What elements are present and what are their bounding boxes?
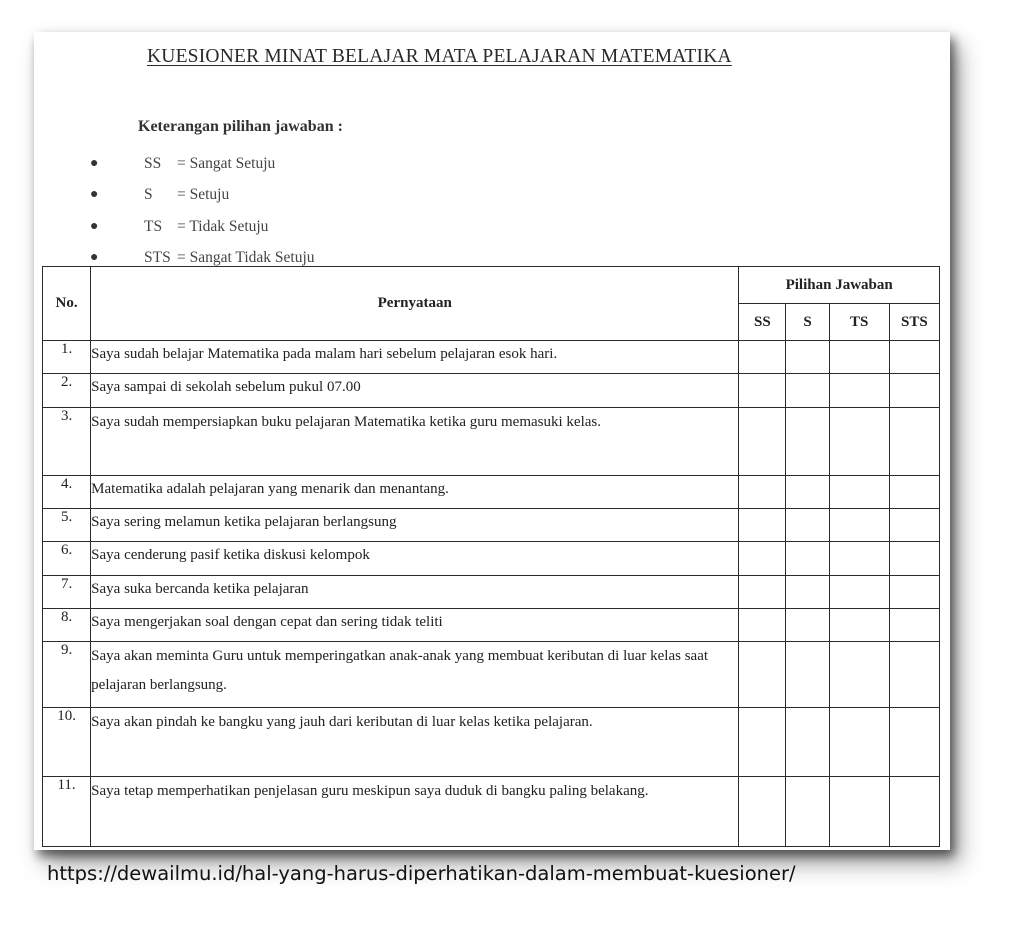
bullet-icon: ●	[90, 250, 99, 266]
answer-cell-ss[interactable]	[739, 341, 786, 374]
answer-cell-s[interactable]	[786, 777, 829, 847]
table-row	[43, 509, 940, 542]
table-row	[43, 576, 940, 609]
answer-cell-ss[interactable]	[739, 509, 786, 542]
answer-cell-ts[interactable]	[829, 708, 889, 777]
header-option-s: S	[786, 304, 829, 341]
legend-heading: Keterangan pilihan jawaban :	[138, 118, 343, 135]
legend-item	[90, 180, 315, 212]
header-answer-choices: Pilihan Jawaban	[739, 267, 940, 304]
answer-cell-s[interactable]	[786, 476, 829, 509]
row-number: 9.	[43, 642, 91, 708]
row-number: 1.	[43, 341, 91, 374]
row-statement: Saya cenderung pasif ketika diskusi kelompok	[91, 542, 739, 576]
answer-cell-sts[interactable]	[889, 708, 939, 777]
answer-cell-sts[interactable]	[889, 542, 939, 576]
answer-cell-ss[interactable]	[739, 609, 786, 642]
answer-cell-s[interactable]	[786, 576, 829, 609]
bullet-icon: ●	[90, 218, 99, 234]
questionnaire-page	[34, 32, 950, 850]
legend-item	[90, 211, 315, 243]
answer-cell-ss[interactable]	[739, 408, 786, 476]
legend-code: STS	[144, 249, 171, 267]
table-row	[43, 777, 940, 847]
row-statement: Saya akan meminta Guru untuk memperingatkan anak-anak yang membuat keributan di luar kelas saat pelajaran berlangsung.	[91, 642, 739, 708]
header-option-ss: SS	[739, 304, 786, 341]
legend-code: SS	[144, 154, 162, 172]
answer-cell-s[interactable]	[786, 509, 829, 542]
table-row	[43, 542, 940, 576]
answer-cell-ts[interactable]	[829, 341, 889, 374]
legend-item	[90, 148, 315, 180]
legend-definition: = Sangat Tidak Setuju	[177, 249, 315, 267]
answer-cell-s[interactable]	[786, 408, 829, 476]
legend-definition: = Sangat Setuju	[177, 154, 276, 172]
row-statement: Saya suka bercanda ketika pelajaran	[91, 576, 739, 609]
answer-cell-ts[interactable]	[829, 777, 889, 847]
answer-cell-ss[interactable]	[739, 777, 786, 847]
answer-cell-s[interactable]	[786, 642, 829, 708]
row-statement: Saya akan pindah ke bangku yang jauh dari keributan di luar kelas ketika pelajaran.	[91, 708, 739, 777]
answer-legend	[90, 148, 315, 274]
row-number: 7.	[43, 576, 91, 609]
row-statement: Saya sudah belajar Matematika pada malam hari sebelum pelajaran esok hari.	[91, 341, 739, 374]
answer-cell-sts[interactable]	[889, 408, 939, 476]
table-row	[43, 642, 940, 708]
row-number: 11.	[43, 777, 91, 847]
table-row	[43, 708, 940, 777]
table-row	[43, 374, 940, 408]
legend-code: S	[144, 186, 153, 204]
row-statement: Saya sudah mempersiapkan buku pelajaran Matematika ketika guru memasuki kelas.	[91, 408, 739, 476]
row-statement: Saya mengerjakan soal dengan cepat dan sering tidak teliti	[91, 609, 739, 642]
header-statement: Pernyataan	[91, 267, 739, 341]
answer-cell-ts[interactable]	[829, 476, 889, 509]
legend-code: TS	[144, 217, 163, 235]
table-row	[43, 476, 940, 509]
row-statement: Saya tetap memperhatikan penjelasan guru meskipun saya duduk di bangku paling belakang.	[91, 777, 739, 847]
row-statement: Matematika adalah pelajaran yang menarik dan menantang.	[91, 476, 739, 509]
answer-cell-ss[interactable]	[739, 642, 786, 708]
answer-cell-ss[interactable]	[739, 542, 786, 576]
bullet-icon: ●	[90, 155, 99, 171]
answer-cell-s[interactable]	[786, 374, 829, 408]
source-url-caption: https://dewailmu.id/hal-yang-harus-diperhatikan-dalam-membuat-kuesioner/	[47, 862, 796, 885]
row-number: 8.	[43, 609, 91, 642]
answer-cell-s[interactable]	[786, 609, 829, 642]
answer-cell-sts[interactable]	[889, 609, 939, 642]
answer-cell-ts[interactable]	[829, 509, 889, 542]
row-statement: Saya sampai di sekolah sebelum pukul 07.00	[91, 374, 739, 408]
answer-cell-s[interactable]	[786, 341, 829, 374]
row-number: 2.	[43, 374, 91, 408]
answer-cell-ss[interactable]	[739, 476, 786, 509]
table-row	[43, 408, 940, 476]
answer-cell-sts[interactable]	[889, 642, 939, 708]
bullet-icon: ●	[90, 187, 99, 203]
answer-cell-ts[interactable]	[829, 374, 889, 408]
row-number: 6.	[43, 542, 91, 576]
answer-cell-sts[interactable]	[889, 374, 939, 408]
questionnaire-table	[42, 266, 940, 847]
answer-cell-ts[interactable]	[829, 576, 889, 609]
answer-cell-ts[interactable]	[829, 542, 889, 576]
row-statement: Saya sering melamun ketika pelajaran berlangsung	[91, 509, 739, 542]
answer-cell-ss[interactable]	[739, 374, 786, 408]
answer-cell-ss[interactable]	[739, 576, 786, 609]
legend-definition: = Setuju	[177, 186, 230, 204]
table-row	[43, 341, 940, 374]
answer-cell-ss[interactable]	[739, 708, 786, 777]
answer-cell-sts[interactable]	[889, 777, 939, 847]
legend-definition: = Tidak Setuju	[177, 217, 269, 235]
answer-cell-s[interactable]	[786, 542, 829, 576]
answer-cell-sts[interactable]	[889, 576, 939, 609]
row-number: 5.	[43, 509, 91, 542]
answer-cell-sts[interactable]	[889, 476, 939, 509]
document-title: KUESIONER MINAT BELAJAR MATA PELAJARAN MATEMATIKA	[147, 46, 732, 67]
table-row	[43, 609, 940, 642]
answer-cell-sts[interactable]	[889, 509, 939, 542]
answer-cell-ts[interactable]	[829, 642, 889, 708]
header-option-ts: TS	[829, 304, 889, 341]
row-number: 4.	[43, 476, 91, 509]
answer-cell-sts[interactable]	[889, 341, 939, 374]
header-no: No.	[43, 267, 91, 341]
row-number: 10.	[43, 708, 91, 777]
answer-cell-ts[interactable]	[829, 408, 889, 476]
header-option-sts: STS	[889, 304, 939, 341]
row-number: 3.	[43, 408, 91, 476]
answer-cell-ts[interactable]	[829, 609, 889, 642]
answer-cell-s[interactable]	[786, 708, 829, 777]
